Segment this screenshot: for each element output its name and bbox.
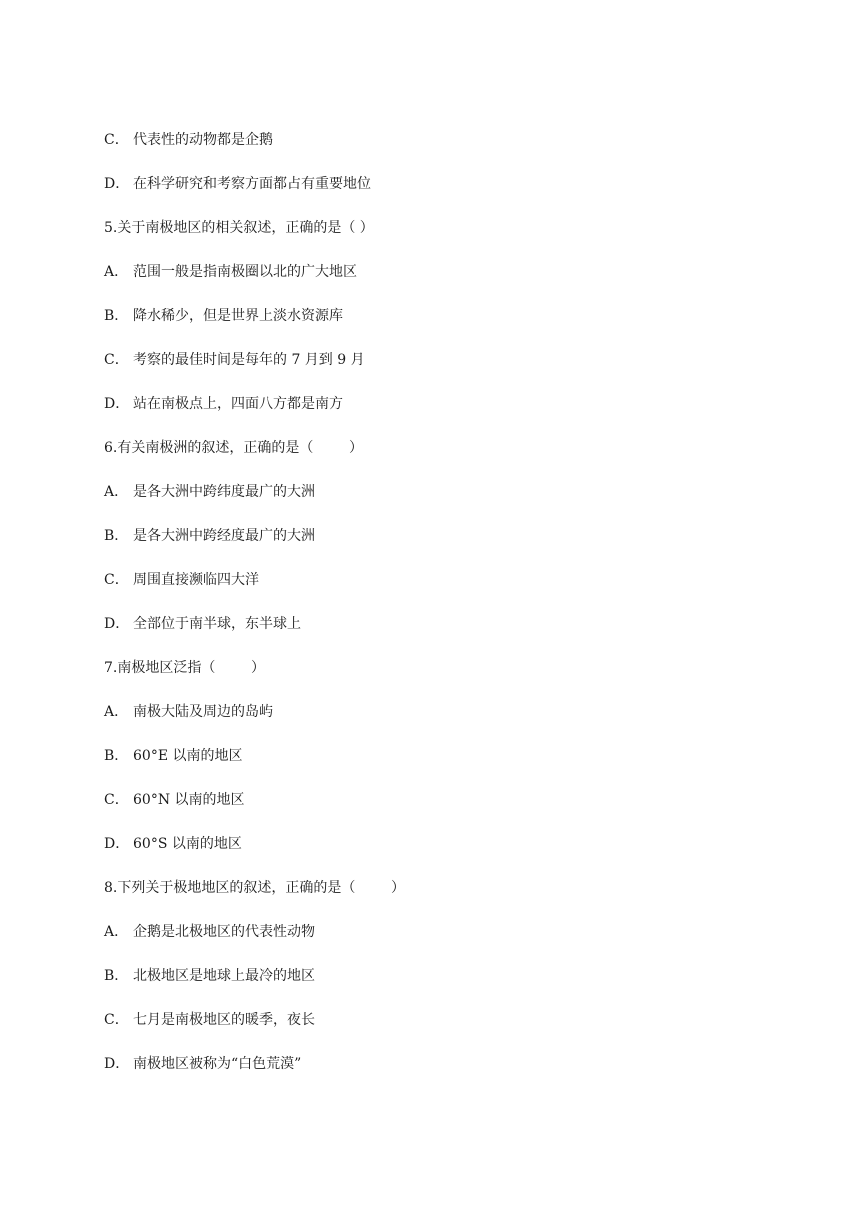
option-8d (104, 1054, 301, 1074)
option-text: 全部位于南半球，东半球上 (133, 616, 301, 632)
option-7d (104, 834, 242, 854)
option-letter: D． (104, 1056, 130, 1072)
option-letter: C． (104, 132, 129, 148)
option-8b (104, 966, 315, 986)
option-letter: B． (104, 528, 129, 544)
question-7: 7.南极地区泛指（ ） (104, 660, 265, 676)
option-7b (104, 746, 242, 766)
option-text: 在科学研究和考察方面都占有重要地位 (133, 176, 371, 192)
option-text: 站在南极点上，四面八方都是南方 (133, 396, 343, 412)
option-letter: A． (104, 264, 129, 280)
option-5a (104, 262, 357, 282)
option-6a (104, 482, 315, 502)
option-letter: D． (104, 836, 130, 852)
option-5d (104, 394, 343, 414)
option-6c (104, 570, 259, 590)
option-6d (104, 614, 301, 634)
option-letter: A． (104, 704, 129, 720)
question-6: 6.有关南极洲的叙述，正确的是（ ） (104, 440, 363, 456)
option-letter: C． (104, 572, 129, 588)
option-text: 代表性的动物都是企鹅 (133, 132, 273, 148)
option-text: 是各大洲中跨经度最广的大洲 (133, 528, 315, 544)
option-text: 降水稀少，但是世界上淡水资源库 (133, 308, 343, 324)
option-text: 60°S 以南的地区 (133, 836, 242, 852)
option-6b (104, 526, 315, 546)
option-letter: A． (104, 924, 129, 940)
option-letter: D． (104, 176, 130, 192)
option-8c (104, 1010, 315, 1030)
option-text: 60°E 以南的地区 (133, 748, 243, 764)
option-letter: C． (104, 1012, 129, 1028)
option-letter: D． (104, 616, 130, 632)
option-5b (104, 306, 343, 326)
question-5: 5.关于南极地区的相关叙述，正确的是（ ） (104, 220, 374, 236)
option-7c (104, 790, 245, 810)
option-text: 考察的最佳时间是每年的 7 月到 9 月 (133, 352, 365, 368)
option-text: 周围直接濒临四大洋 (133, 572, 259, 588)
option-letter: D． (104, 396, 130, 412)
option-4c (104, 130, 273, 150)
option-text: 企鹅是北极地区的代表性动物 (133, 924, 315, 940)
option-text: 60°N 以南的地区 (133, 792, 245, 808)
option-letter: C． (104, 792, 129, 808)
option-4d (104, 174, 371, 194)
option-letter: C． (104, 352, 129, 368)
option-7a (104, 702, 273, 722)
option-5c (104, 350, 365, 370)
question-8: 8.下列关于极地地区的叙述，正确的是（ ） (104, 880, 405, 896)
option-letter: B． (104, 308, 129, 324)
option-text: 七月是南极地区的暖季，夜长 (133, 1012, 315, 1028)
option-8a (104, 922, 315, 942)
option-text: 南极地区被称为“白色荒漠” (133, 1056, 302, 1072)
option-text: 是各大洲中跨纬度最广的大洲 (133, 484, 315, 500)
option-text: 南极大陆及周边的岛屿 (133, 704, 273, 720)
option-letter: B． (104, 968, 129, 984)
option-letter: A． (104, 484, 129, 500)
option-letter: B． (104, 748, 129, 764)
option-text: 范围一般是指南极圈以北的广大地区 (133, 264, 357, 280)
option-text: 北极地区是地球上最冷的地区 (133, 968, 315, 984)
